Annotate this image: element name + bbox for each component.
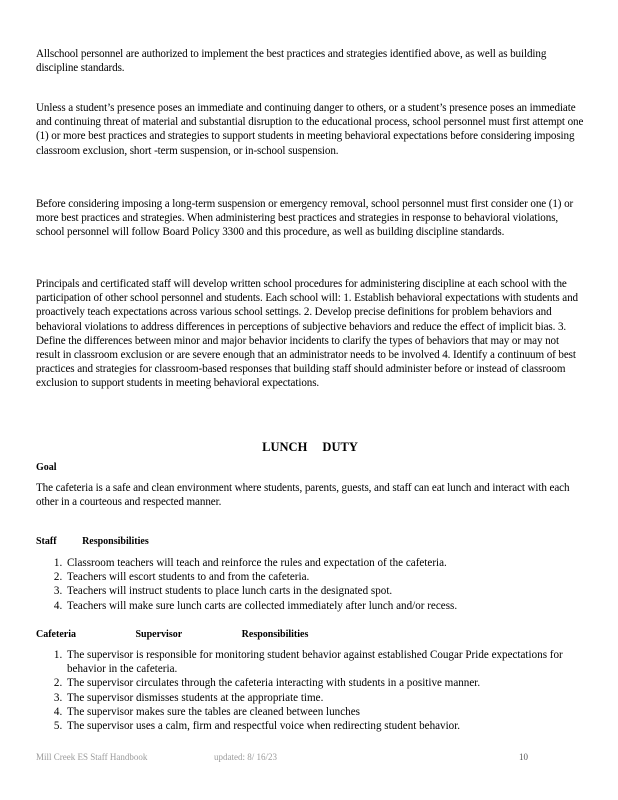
cafeteria-supervisor-list xyxy=(36,648,584,733)
goal-text: The cafeteria is a safe and clean environment where students, parents, guests, and staff can eat lunch and interact with each other in a courteous and respected manner. xyxy=(36,482,570,509)
cafeteria-heading-word: Cafeteria xyxy=(36,629,76,640)
list-item: 3. The supervisor dismisses students at the appropriate time. xyxy=(65,691,584,705)
goal-label: Goal xyxy=(36,462,57,473)
list-item: 2. The supervisor circulates through the cafeteria interacting with students in a positive manner. xyxy=(65,676,584,690)
list-item: 5. The supervisor uses a calm, firm and respectful voice when redirecting student behavior. xyxy=(65,719,584,733)
list-item: 4. The supervisor makes sure the tables are cleaned between lunches xyxy=(65,705,584,719)
responsibilities-heading-word: Responsibilities xyxy=(82,536,149,547)
supervisor-heading-word: Supervisor xyxy=(135,629,183,640)
list-item: 1. The supervisor is responsible for monitoring student behavior against established Cougar Pride expectations for behavior in the cafeteria. xyxy=(65,648,584,676)
footer-page-number: 10 xyxy=(519,752,528,762)
list-item: 1. Classroom teachers will teach and reinforce the rules and expectation of the cafeteria. xyxy=(65,556,584,570)
cafeteria-supervisor-heading xyxy=(36,629,308,640)
paragraph-danger-exception: Unless a student’s presence poses an immediate and continuing danger to others, or a student’s presence poses an immediate and continuing threat of material and substantial disruption to the educational process, school personnel must first attempt one (1) or more best practices and strategies to support students in meeting behavioral expectations before considering imposing classroom exclusion, short -term suspension, or in-school suspension. xyxy=(36,102,584,157)
staff-responsibilities-heading xyxy=(36,536,149,547)
staff-responsibilities-list xyxy=(36,556,584,613)
paragraph-school-procedures: Principals and certificated staff will develop written school procedures for administering discipline at each school with the participation of other school personnel and students. Each school will: 1. Establish behavioral expectations with students and proactively teach expectations across various school settings. 2. Develop precise definitions for problem behaviors and behavioral violations to address differences in perceptions of subjective behaviors and reduce the effect of implicit bias. 3. Define the differences between minor and major behavior incidents to clarify the types of behaviors that may or may not result in classroom exclusion or are severe enough that an administrator needs to be involved 4. Identify a continuum of best practices and strategies for classroom-based responses that building staff should administer before or instead of classroom exclusion to support students in meeting behavioral expectations. xyxy=(36,278,578,390)
section-title-lunch-duty: LUNCH DUTY xyxy=(262,440,358,454)
list-item: 4. Teachers will make sure lunch carts are collected immediately after lunch and/or recess. xyxy=(65,599,584,613)
paragraph-long-term-suspension: Before considering imposing a long-term suspension or emergency removal, school personnel must first consider one (1) or more best practices and strategies. When administering best practices and strategies in response to behavioral violations, school personnel will follow Board Policy 3300 and this procedure, as well as building discipline standards. xyxy=(36,198,574,239)
footer-handbook-title: Mill Creek ES Staff Handbook xyxy=(36,752,148,762)
footer-updated-date: updated: 8/ 16/23 xyxy=(214,752,277,762)
list-item: 2. Teachers will escort students to and from the cafeteria. xyxy=(65,570,584,584)
responsibilities-heading-word: Responsibilities xyxy=(241,629,309,640)
list-item: 3. Teachers will instruct students to place lunch carts in the designated spot. xyxy=(65,584,584,598)
staff-heading-word: Staff xyxy=(36,536,57,547)
paragraph-authorization: Allschool personnel are authorized to implement the best practices and strategies identified above, as well as building discipline standards. xyxy=(36,48,547,75)
